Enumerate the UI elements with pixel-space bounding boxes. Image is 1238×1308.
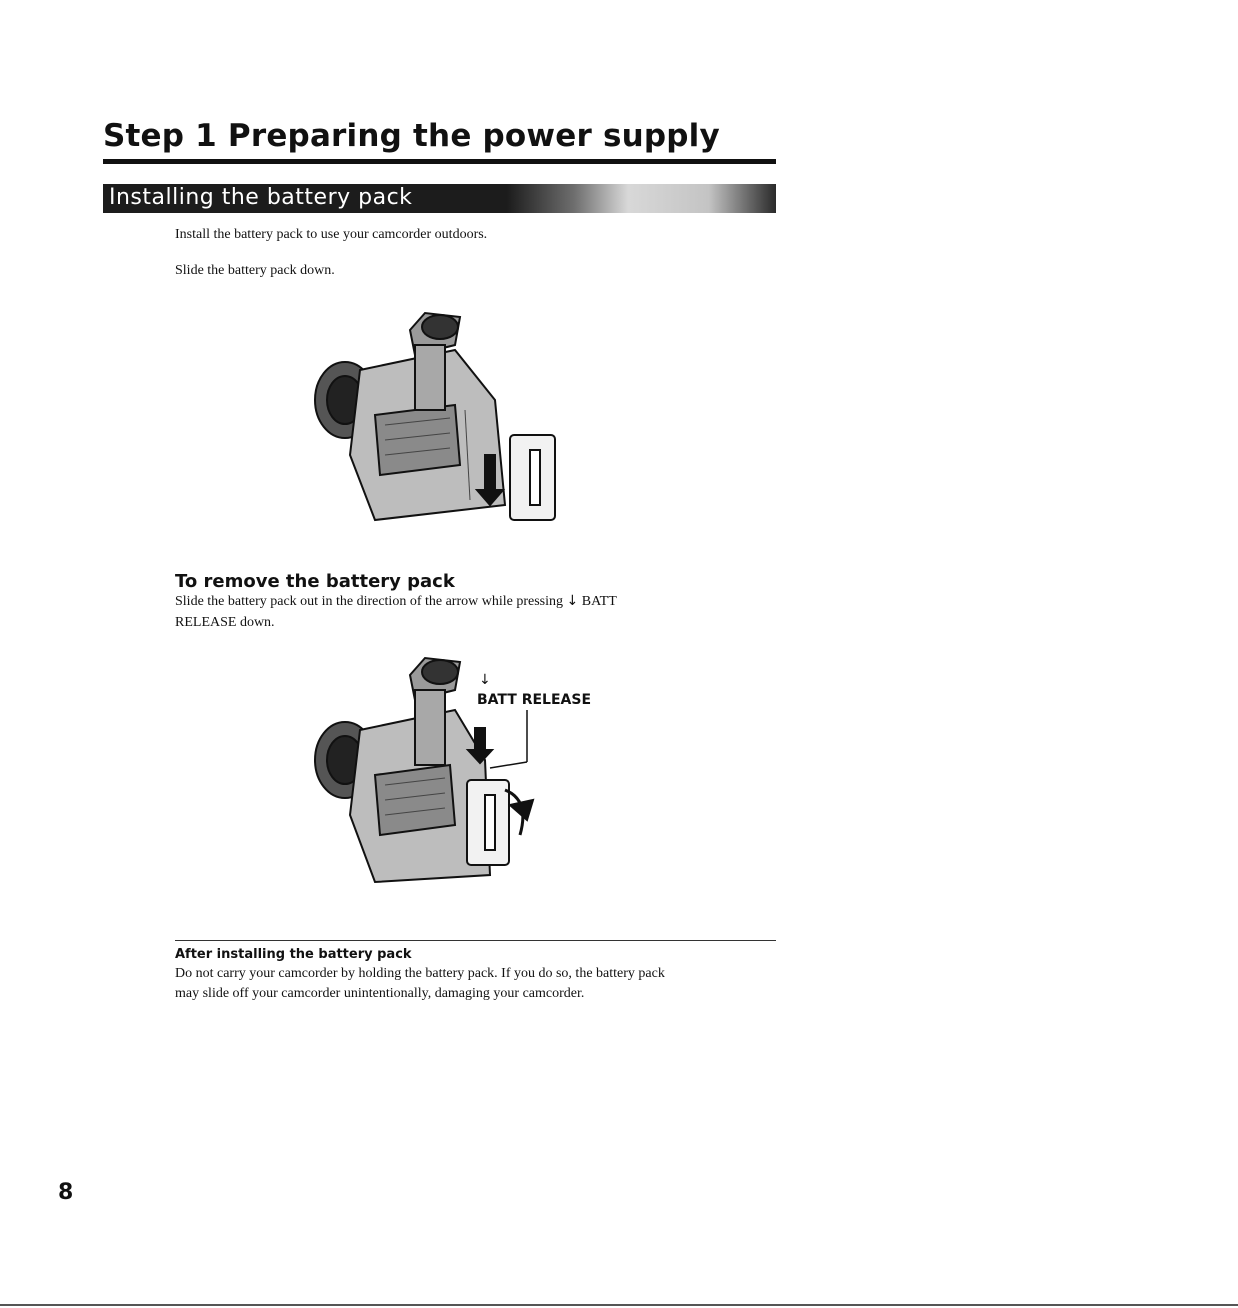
camcorder-install-illustration — [305, 305, 565, 535]
note-line-1: Do not carry your camcorder by holding the battery pack. If you do so, the battery pack — [175, 966, 665, 981]
title-rule — [103, 159, 776, 164]
remove-instruction-line-1 — [175, 591, 617, 612]
batt-release-arrow-icon: ↓ — [479, 672, 491, 688]
note-heading: After installing the battery pack — [175, 947, 412, 962]
camcorder-remove-illustration — [305, 650, 545, 890]
page-number: 8 — [58, 1180, 74, 1205]
section-bar — [103, 184, 776, 213]
intro-line-2: Slide the battery pack down. — [175, 263, 335, 278]
remove-heading: To remove the battery pack — [175, 571, 455, 592]
remove-text-before: Slide the battery pack out in the direction of the arrow while pressing — [175, 594, 564, 609]
remove-instruction-line-2: RELEASE down. — [175, 615, 275, 630]
section-heading: Installing the battery pack — [109, 185, 413, 210]
batt-release-callout: BATT RELEASE — [477, 692, 592, 708]
bottom-rule — [0, 1304, 1238, 1306]
remove-text-after: BATT — [578, 594, 617, 609]
note-line-2: may slide off your camcorder unintentionally, damaging your camcorder. — [175, 986, 585, 1001]
page-title: Step 1 Preparing the power supply — [103, 118, 720, 154]
intro-line-1: Install the battery pack to use your camcorder outdoors. — [175, 227, 488, 242]
arrow-down-icon: ↓ — [566, 593, 579, 609]
note-rule — [175, 940, 776, 941]
